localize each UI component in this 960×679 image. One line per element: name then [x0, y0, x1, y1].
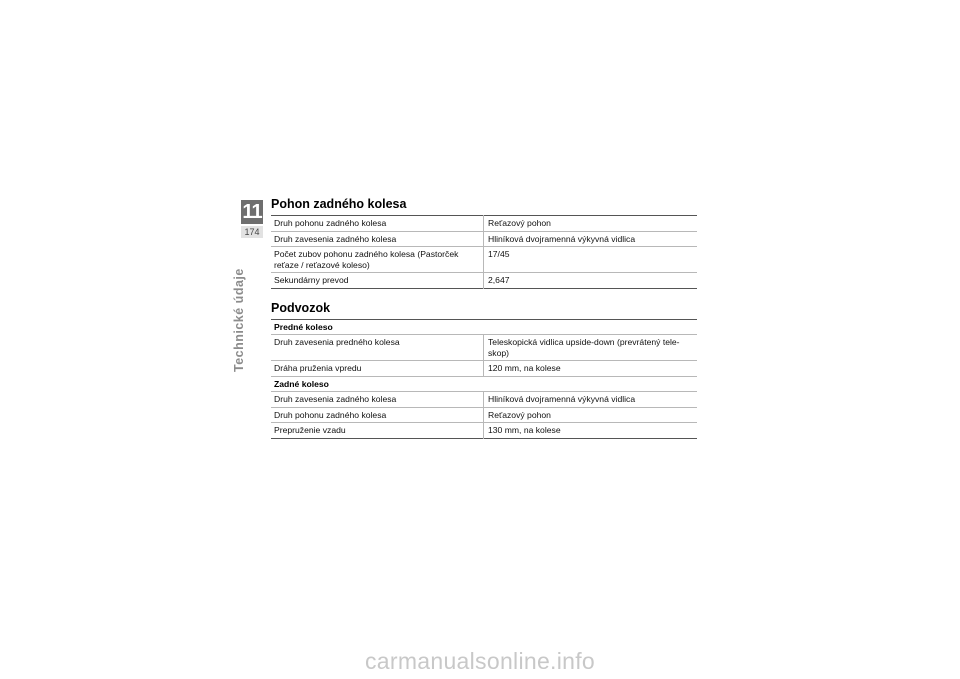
row-value: Reťazový pohon: [484, 407, 698, 423]
table-row: [271, 335, 697, 361]
row-value: 130 mm, na kolese: [484, 423, 698, 439]
section-title-rear-drive: Pohon zadného kolesa: [271, 197, 407, 211]
table-row: [271, 273, 697, 289]
row-label: Druh pohonu zadného kolesa: [274, 218, 387, 228]
row-value: 17/45: [484, 247, 698, 273]
row-label: Prepruženie vzadu: [271, 423, 484, 439]
watermark: carmanualsonline.info: [364, 648, 596, 674]
row-value: Teleskopická vidlica upside-down (prevrátený tele-skop): [484, 335, 698, 361]
section-title-chassis: Podvozok: [271, 300, 331, 315]
row-label: Druh pohonu zadného kolesa: [271, 407, 484, 423]
table-row: [271, 361, 697, 377]
row-label: Druh zavesenia zadného kolesa: [271, 231, 484, 247]
rear-drive-table: [271, 215, 697, 289]
table-row: [271, 407, 697, 423]
subheader-rear-wheel: Zadné koleso: [271, 376, 697, 392]
table-row: [271, 216, 697, 232]
chassis-table: [271, 319, 697, 439]
row-label: Počet zubov pohonu zadného kolesa (Pastorček reťaze / reťazové koleso): [271, 247, 484, 273]
table-row: [271, 392, 697, 408]
table-row: [271, 247, 697, 273]
table-row: [271, 423, 697, 439]
row-value: Hliníková dvojramenná výkyvná vidlica: [484, 231, 698, 247]
row-label: Sekundárny prevod: [271, 273, 484, 289]
subheader-front-wheel: Predné koleso: [274, 321, 333, 332]
page-number: 174: [241, 226, 263, 238]
chapter-number-tab: 11: [242, 201, 262, 223]
table-subheader-row: [271, 376, 697, 392]
section-spacer: [271, 289, 697, 300]
table-row: [271, 231, 697, 247]
chapter-side-label: Technické údaje: [232, 268, 246, 372]
row-label: Dráha pruženia vpredu: [271, 361, 484, 377]
row-value: 120 mm, na kolese: [484, 361, 698, 377]
row-value: Hliníková dvojramenná výkyvná vidlica: [484, 392, 698, 408]
row-label: Druh zavesenia zadného kolesa: [271, 392, 484, 408]
row-label: Druh zavesenia predného kolesa: [271, 335, 484, 361]
page-content: [271, 196, 697, 439]
table-subheader-row: [271, 319, 697, 335]
row-value: 2,647: [484, 273, 698, 289]
row-value: Reťazový pohon: [484, 216, 698, 232]
